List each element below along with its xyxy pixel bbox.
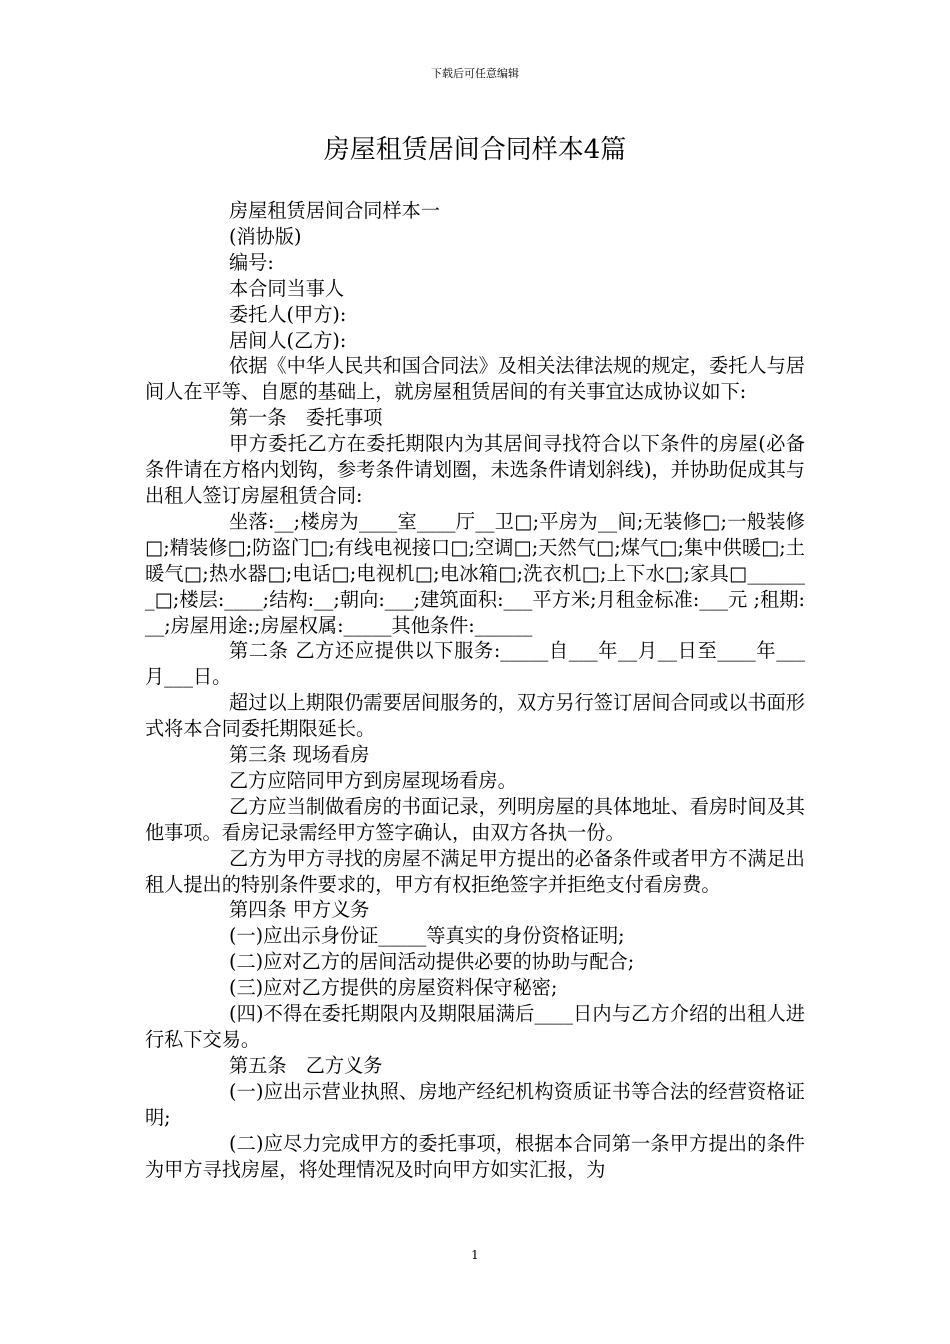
article-1-conditions: 坐落:__;楼房为____室____厅__卫□;平房为__间;无装修□;一般装修□;精装修□;防盗门□;有线电视接口□;空调□;天然气□;煤气□;集中供暖□;土暖气□;热水器□;电话□;电视机□;电冰箱□;洗衣机□;上下水□;家具□_______□;楼层:____;结构:__;朝向:___;建筑面积:___平方米;月租金标准:___元 ;租期:__;房屋用途:;房屋权属:_____其他条件:______ <box>145 509 806 637</box>
article-1-heading: 第一条 委托事项 <box>229 406 383 430</box>
document-body <box>145 198 805 1182</box>
article-4-item-3: (三)应对乙方提供的房屋资料保守秘密; <box>229 976 558 1000</box>
article-3-body-3: 乙方为甲方寻找的房屋不满足甲方提出的必备条件或者甲方不满足出租人提出的特别条件要求的，甲方有权拒绝签字并拒绝支付看房费。 <box>145 846 805 896</box>
paragraph-party-a: 委托人(甲方): <box>229 302 347 326</box>
document-title: 房屋租赁居间合同样本4篇 <box>323 135 627 165</box>
article-3-body-1: 乙方应陪同甲方到房屋现场看房。 <box>229 768 517 792</box>
article-5-item-1: (一)应出示营业执照、房地产经纪机构资质证书等合法的经营资格证明; <box>145 1079 805 1129</box>
article-3-heading: 第三条 现场看房 <box>229 743 370 767</box>
paragraph-parties: 本合同当事人 <box>229 276 345 300</box>
article-4-heading: 第四条 甲方义务 <box>229 898 370 922</box>
article-4-item-4: (四)不得在委托期限内及期限届满后____日内与乙方介绍的出租人进行私下交易。 <box>145 1002 805 1051</box>
article-4-item-2: (二)应对乙方的居间活动提供必要的协助与配合; <box>229 950 635 974</box>
paragraph-subtitle: 房屋租赁居间合同样本一 <box>229 199 441 222</box>
article-2-extension: 超过以上期限仍需要居间服务的，双方另行签订居间合同或以书面形式将本合同委托期限延长。 <box>145 691 805 741</box>
article-2: 第二条 乙方还应提供以下服务:_____自___年__月__日至____年___月___日。 <box>145 639 805 689</box>
header-note: 下载后可任意编辑 <box>431 67 519 80</box>
paragraph-party-b: 居间人(乙方): <box>229 328 347 352</box>
article-1-body: 甲方委托乙方在委托期限内为其居间寻找符合以下条件的房屋(必备条件请在方格内划钩，参考条件请划圈，未选条件请划斜线)，并协助促成其与出租人签订房屋租赁合同: <box>145 432 805 507</box>
article-3-body-2: 乙方应当制做看房的书面记录，列明房屋的具体地址、看房时间及其他事项。看房记录需经甲方签字确认，由双方各执一份。 <box>145 794 805 844</box>
paragraph-preamble: 依据《中华人民共和国合同法》及相关法律法规的规定，委托人与居间人在平等、自愿的基础上，就房屋租赁居间的有关事宜达成协议如下: <box>145 354 805 404</box>
paragraph-number: 编号: <box>229 250 274 274</box>
article-5-heading: 第五条 乙方义务 <box>229 1053 383 1077</box>
page-number: 1 <box>471 1248 479 1262</box>
paragraph-edition: (消协版) <box>229 224 302 248</box>
article-4-item-1: (一)应出示身份证_____等真实的身份资格证明; <box>229 924 625 948</box>
article-5-item-2: (二)应尽力完成甲方的委托事项，根据本合同第一条甲方提出的条件为甲方寻找房屋，将处理情况及时向甲方如实汇报，为 <box>145 1131 805 1181</box>
